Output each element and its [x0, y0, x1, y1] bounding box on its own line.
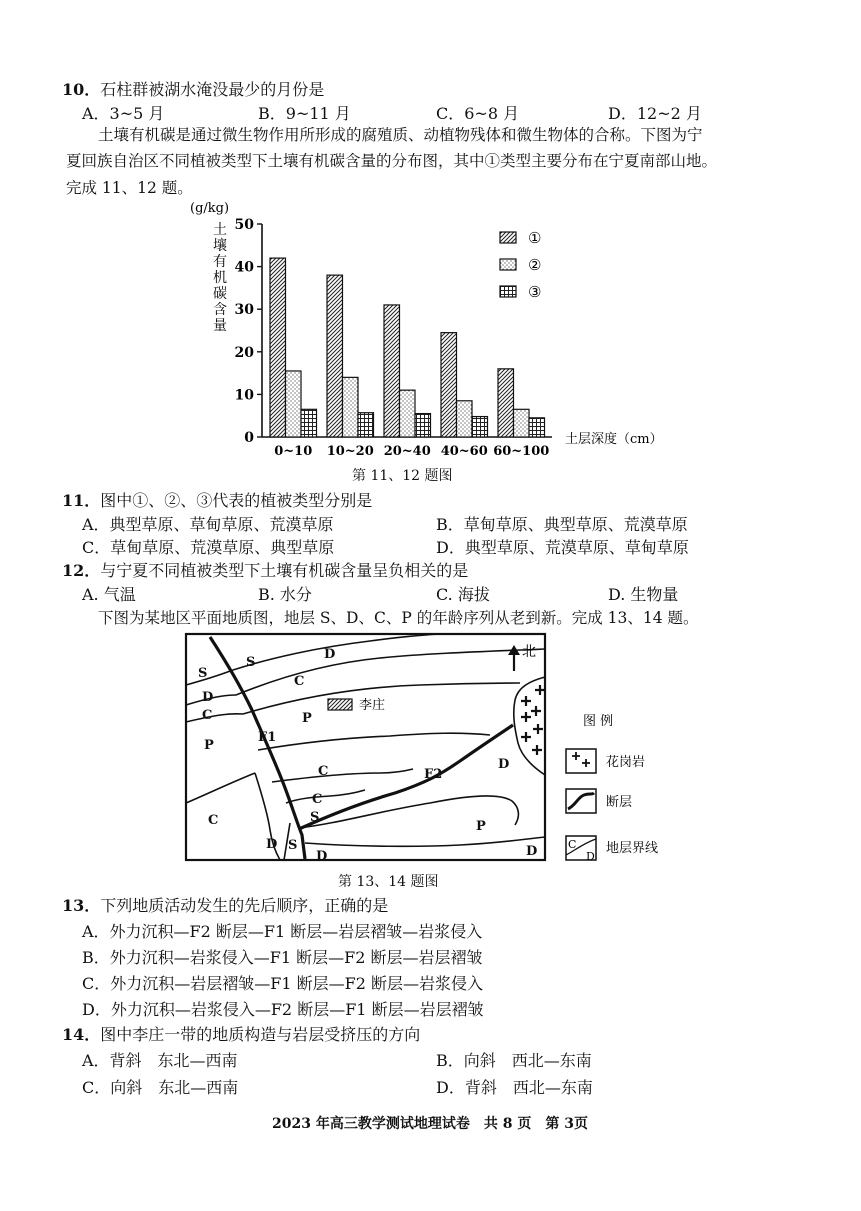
q10-option-b: B．9~11 月 [258, 104, 351, 123]
q10-option-c: C．6~8 月 [436, 104, 520, 123]
stratum-label-S: S [310, 810, 320, 825]
y-axis-label-char: 壤 [213, 238, 227, 254]
q10-option-d: D．12~2 月 [608, 104, 702, 123]
fault-label-f1: F1 [258, 730, 277, 745]
bar-series-3-60~100 [529, 418, 545, 437]
bar-series-1-10~20 [327, 275, 343, 437]
legend-title: 图 例 [583, 714, 614, 729]
legend-label-3: ③ [528, 283, 542, 301]
q13-option-c: C．外力沉积—岩层褶皱—F1 断层—F2 断层—岩浆侵入 [82, 974, 483, 993]
bar-series-2-40~60 [457, 401, 473, 437]
bar-series-2-0~10 [286, 371, 302, 437]
x-tick-label: 40~60 [440, 444, 488, 459]
intro-13-14: 下图为某地区平面地质图，地层 S、D、C、P 的年龄序列从老到新。完成 13、14 题。 [98, 609, 699, 627]
q10-option-a: A．3~5 月 [82, 104, 165, 123]
boundary-line [258, 733, 490, 750]
legend-label-1: ① [528, 229, 542, 247]
q13-option-b: B．外力沉积—岩浆侵入—F1 断层—F2 断层—岩层褶皱 [82, 948, 483, 967]
q10-number: 10． [62, 80, 101, 99]
stratum-label-C: C [208, 813, 219, 828]
bar-series-3-10~20 [358, 413, 374, 437]
q12-stem-line [62, 558, 468, 581]
q14-option-d: D．背斜 西北—东南 [436, 1078, 593, 1097]
bar-series-1-0~10 [270, 258, 286, 437]
stratum-label-S: S [246, 655, 256, 670]
q11-option-a: A．典型草原、草甸草原、荒漠草原 [82, 515, 334, 534]
q11-stem: 图中①、②、③代表的植被类型分别是 [100, 491, 373, 510]
q11-option-c: C．草甸草原、荒漠草原、典型草原 [82, 538, 335, 557]
stratum-label-C: C [318, 764, 329, 779]
boundary-line [286, 790, 365, 803]
q12-option-a: A. 气温 [82, 585, 136, 604]
stratum-label-C: C [202, 708, 213, 723]
page-footer: 2023 年高三教学测试地理试卷 共 8 页 第 3页 [272, 1116, 588, 1132]
q11-number: 11． [62, 491, 101, 510]
geologic-map [0, 625, 861, 885]
stratum-label-D: D [324, 647, 336, 662]
x-tick-label: 20~40 [383, 444, 431, 459]
q13-option-a: A．外力沉积—F2 断层—F1 断层—岩层褶皱—岩浆侵入 [82, 922, 483, 941]
stratum-label-D: D [498, 757, 510, 772]
q14-number: 14． [62, 1025, 101, 1044]
legend-boundary-letter: C [568, 838, 577, 851]
q14-option-c: C．向斜 东北—西南 [82, 1078, 239, 1097]
y-tick-label: 30 [234, 302, 254, 319]
granite-area [521, 685, 545, 755]
q11-option-d: D．典型草原、荒漠草原、草甸草原 [436, 538, 689, 557]
bar-series-2-60~100 [514, 409, 530, 437]
stratum-label-P: P [476, 819, 486, 834]
boundary-line [186, 773, 255, 803]
map-caption: 第 13、14 题图 [338, 874, 439, 890]
q12-option-b: B. 水分 [258, 585, 312, 604]
q13-stem: 下列地质活动发生的先后顺序，正确的是 [100, 896, 389, 915]
x-axis-label: 土层深度（cm） [565, 432, 663, 447]
stratum-label-C: C [294, 674, 305, 689]
boundary-line [305, 837, 545, 846]
x-tick-label: 60~100 [493, 444, 550, 459]
y-tick-label: 0 [244, 430, 254, 446]
village-label: 李庄 [359, 698, 386, 713]
q13-number: 13． [62, 896, 101, 915]
legend-swatch-2 [500, 259, 516, 270]
fault-label-f2: F2 [424, 767, 443, 782]
q14-stem: 图中李庄一带的地质构造与岩层受挤压的方向 [100, 1025, 421, 1044]
intro-11-12-line1: 土壤有机碳是通过微生物作用所形成的腐殖质、动植物残体和微生物体的合称。下图为宁 [98, 126, 703, 144]
bar-series-3-0~10 [301, 409, 317, 437]
y-tick-label: 10 [234, 387, 254, 404]
q13-stem-line [62, 893, 388, 916]
intro-11-12-line2: 夏回族自治区不同植被类型下土壤有机碳含量的分布图，其中①类型主要分布在宁夏南部山地。 [66, 152, 718, 170]
legend-item-1: 花岗岩 [606, 755, 646, 770]
chart-caption: 第 11、12 题图 [352, 468, 453, 484]
stratum-label-P: P [302, 711, 312, 726]
q11-stem-line [62, 488, 372, 511]
y-axis-label-char: 含 [213, 302, 227, 318]
bar-series-2-20~40 [400, 390, 416, 437]
x-tick-label: 0~10 [274, 444, 313, 459]
stratum-label-D: D [316, 849, 328, 864]
north-arrow-icon [508, 645, 520, 671]
q14-option-b: B．向斜 西北—东南 [436, 1051, 592, 1070]
stratum-label-D: D [526, 844, 538, 859]
legend-swatch-1 [500, 232, 516, 243]
y-axis-label-char: 碳 [213, 286, 227, 302]
q10-stem: 石柱群被湖水淹没最少的月份是 [100, 80, 325, 99]
y-axis-label-char: 机 [213, 270, 227, 286]
q14-stem-line [62, 1022, 420, 1045]
village-symbol [328, 699, 352, 710]
y-tick-label: 20 [234, 344, 254, 361]
q12-option-d: D. 生物量 [608, 585, 679, 604]
legend-swatch-3 [500, 286, 516, 297]
fault-f1 [210, 637, 305, 859]
legend-label-2: ② [528, 256, 542, 274]
north-label: 北 [522, 644, 536, 660]
stratum-label-S: S [198, 666, 208, 681]
bar-series-3-20~40 [415, 414, 431, 437]
y-tick-label: 40 [234, 259, 254, 276]
boundary-line [186, 714, 243, 722]
boundary-line [186, 670, 233, 685]
y-axis-label-char: 量 [213, 318, 227, 334]
stratum-label-P: P [204, 738, 214, 753]
intro-11-12-line3: 完成 11、12 题。 [66, 179, 193, 197]
stratum-label-S: S [288, 838, 298, 853]
y-unit: (g/kg) [190, 201, 230, 216]
q10-stem-line [62, 77, 324, 100]
q12-option-c: C. 海拔 [436, 585, 490, 604]
bar-series-1-40~60 [441, 333, 457, 437]
stratum-label-D: D [202, 690, 214, 705]
y-axis-label-char: 土 [213, 222, 227, 238]
bar-series-2-10~20 [343, 377, 359, 437]
soil-carbon-chart [0, 190, 861, 490]
q14-option-a: A．背斜 东北—西南 [82, 1051, 238, 1070]
stratum-label-C: C [312, 792, 323, 807]
legend-boundary-letter: D [586, 850, 595, 863]
stratum-label-D: D [266, 837, 278, 852]
bar-series-1-20~40 [384, 305, 400, 437]
q11-option-b: B．草甸草原、典型草原、荒漠草原 [436, 515, 688, 534]
q13-option-d: D．外力沉积—岩浆侵入—F2 断层—F1 断层—岩层褶皱 [82, 1000, 484, 1019]
y-tick-label: 50 [234, 217, 254, 233]
q12-stem: 与宁夏不同植被类型下土壤有机碳含量呈负相关的是 [100, 561, 469, 580]
boundary-line [272, 769, 413, 782]
legend-item-2: 断层 [606, 795, 633, 810]
y-axis-label-char: 有 [213, 254, 227, 270]
bar-series-3-40~60 [472, 417, 488, 437]
bar-series-1-60~100 [498, 369, 514, 437]
q12-number: 12． [62, 561, 101, 580]
legend-item-3: 地层界线 [606, 841, 659, 856]
x-tick-label: 10~20 [326, 444, 374, 459]
